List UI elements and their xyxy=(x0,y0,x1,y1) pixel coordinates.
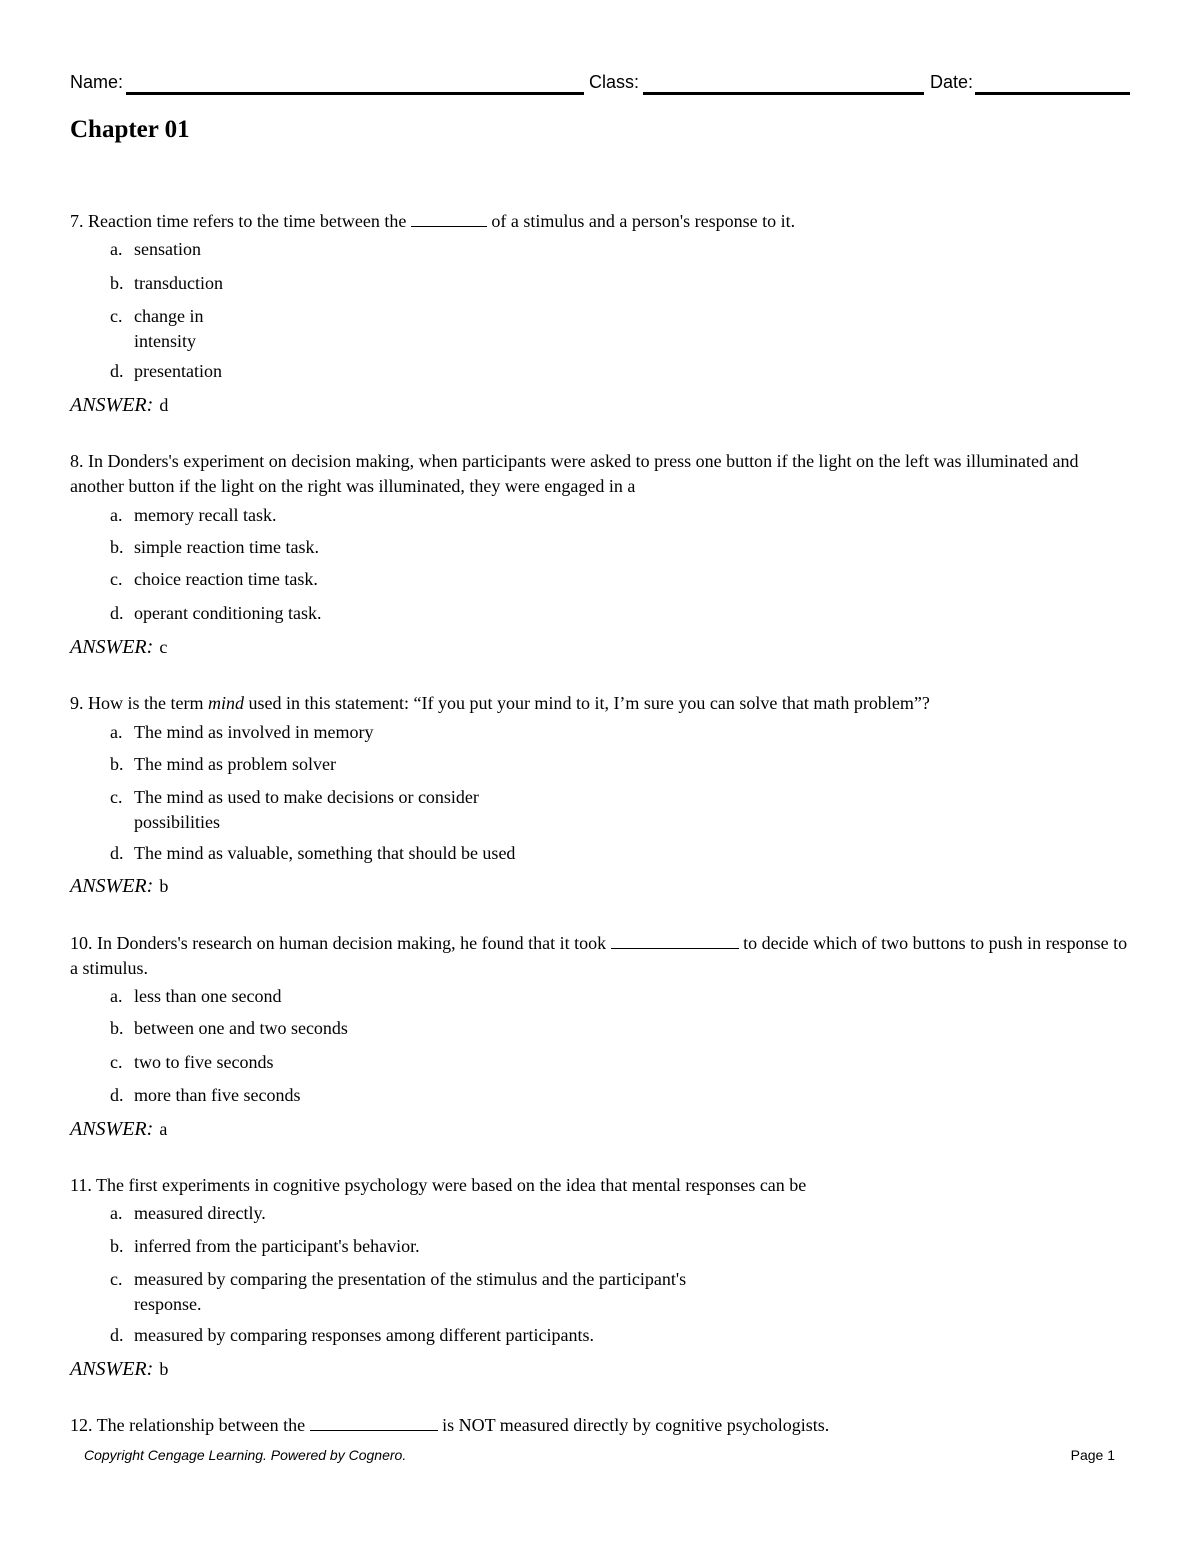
option-text-line: possibilities xyxy=(134,812,221,832)
answer-line xyxy=(70,635,167,660)
option-text: more than five seconds xyxy=(134,1085,301,1105)
answer-value: b xyxy=(159,1359,169,1379)
option-letter: b. xyxy=(110,273,124,293)
option-text-line: change in xyxy=(134,306,204,326)
option-text xyxy=(134,1267,686,1317)
answer-value: b xyxy=(159,876,169,896)
option-c[interactable] xyxy=(110,304,203,354)
date-field-line[interactable] xyxy=(975,92,1130,95)
question-text: of a stimulus and a person's response to it. xyxy=(491,211,796,231)
question-text: 7. Reaction time refers to the time between the xyxy=(70,211,407,231)
question-text: is NOT measured directly by cognitive psychologists. xyxy=(442,1415,830,1435)
option-text: measured directly. xyxy=(134,1203,266,1223)
question-stem xyxy=(70,209,1130,234)
option-letter: d. xyxy=(110,361,124,381)
answer-value: d xyxy=(159,395,169,415)
option-letter: a. xyxy=(110,986,123,1006)
copyright-footer: Copyright Cengage Learning. Powered by Cognero. xyxy=(84,1447,407,1463)
option-text: inferred from the participant's behavior. xyxy=(134,1236,420,1256)
question-stem xyxy=(70,691,1130,716)
option-text-line: intensity xyxy=(134,331,196,351)
option-letter: c. xyxy=(110,306,123,326)
question-text: 12. The relationship between the xyxy=(70,1415,306,1435)
option-d[interactable] xyxy=(110,1323,594,1348)
option-text-line: The mind as used to make decisions or consider xyxy=(134,787,479,807)
answer-label: ANSWER: xyxy=(70,636,154,658)
question-stem xyxy=(70,931,1130,981)
option-text: measured by comparing responses among different participants. xyxy=(134,1325,595,1345)
answer-value: c xyxy=(159,637,168,657)
question-text: used in this statement: “If you put your mind to it, I’m sure you can solve that math problem”? xyxy=(248,693,930,713)
option-text: sensation xyxy=(134,239,201,259)
option-a[interactable] xyxy=(110,984,281,1009)
option-letter: a. xyxy=(110,505,123,525)
chapter-title: Chapter 01 xyxy=(70,116,190,143)
question-stem xyxy=(70,1413,1130,1438)
option-c[interactable] xyxy=(110,1267,686,1317)
answer-line xyxy=(70,1117,167,1142)
class-field-line[interactable] xyxy=(643,92,924,95)
option-letter: c. xyxy=(110,1052,123,1072)
question-text: 9. How is the term xyxy=(70,693,204,713)
option-letter: c. xyxy=(110,1269,123,1289)
question-text: to decide which of two buttons to push in response to a stimulus. xyxy=(70,933,1128,978)
option-b[interactable] xyxy=(110,1234,420,1259)
option-text-line: measured by comparing the presentation of the stimulus and the participant's xyxy=(134,1269,687,1289)
option-b[interactable] xyxy=(110,271,223,296)
option-b[interactable] xyxy=(110,1016,348,1041)
option-b[interactable] xyxy=(110,535,319,560)
option-text xyxy=(134,304,203,354)
answer-line xyxy=(70,393,168,418)
option-text: less than one second xyxy=(134,986,282,1006)
option-letter: a. xyxy=(110,239,123,259)
option-letter: b. xyxy=(110,537,124,557)
option-letter: b. xyxy=(110,1236,124,1256)
option-text: The mind as involved in memory xyxy=(134,722,374,742)
name-label: Name: xyxy=(70,72,124,92)
option-letter: a. xyxy=(110,1203,123,1223)
class-label: Class: xyxy=(589,72,640,92)
option-c[interactable] xyxy=(110,785,479,835)
option-c[interactable] xyxy=(110,567,318,592)
option-text: operant conditioning task. xyxy=(134,603,322,623)
option-a[interactable] xyxy=(110,237,201,262)
answer-label: ANSWER: xyxy=(70,1118,154,1140)
option-text: between one and two seconds xyxy=(134,1018,348,1038)
option-letter: d. xyxy=(110,843,124,863)
option-letter: d. xyxy=(110,1325,124,1345)
date-label: Date: xyxy=(930,72,974,92)
option-b[interactable] xyxy=(110,752,336,777)
option-text: choice reaction time task. xyxy=(134,569,318,589)
option-text: memory recall task. xyxy=(134,505,277,525)
question-stem: 8. In Donders's experiment on decision making, when participants were asked to press one button if the light on the left was illuminated and another button if the light on the right was illuminated, they were engaged in a xyxy=(70,451,1079,496)
option-text xyxy=(134,785,479,835)
option-text: transduction xyxy=(134,273,223,293)
emphasized-term: mind xyxy=(207,693,244,713)
answer-line xyxy=(70,1357,168,1382)
option-text: presentation xyxy=(134,361,222,381)
option-a[interactable] xyxy=(110,1201,266,1226)
option-letter: d. xyxy=(110,603,124,623)
option-text: The mind as problem solver xyxy=(134,754,336,774)
fill-blank xyxy=(411,210,487,227)
option-letter: b. xyxy=(110,1018,124,1038)
option-c[interactable] xyxy=(110,1050,273,1075)
option-letter: c. xyxy=(110,787,123,807)
answer-line xyxy=(70,874,168,899)
page-number: Page 1 xyxy=(1070,1447,1115,1463)
option-letter: c. xyxy=(110,569,123,589)
question-text: 10. In Donders's research on human decision making, he found that it took xyxy=(70,933,607,953)
answer-label: ANSWER: xyxy=(70,875,154,897)
answer-label: ANSWER: xyxy=(70,1358,154,1380)
option-d[interactable] xyxy=(110,359,222,384)
option-text: two to five seconds xyxy=(134,1052,274,1072)
fill-blank xyxy=(310,1414,438,1431)
option-d[interactable] xyxy=(110,1083,300,1108)
option-letter: b. xyxy=(110,754,124,774)
option-text-line: response. xyxy=(134,1294,202,1314)
answer-value: a xyxy=(159,1119,168,1139)
fill-blank xyxy=(611,932,739,949)
option-text: The mind as valuable, something that should be used xyxy=(134,843,516,863)
option-text: simple reaction time task. xyxy=(134,537,319,557)
option-d[interactable] xyxy=(110,601,321,626)
option-letter: a. xyxy=(110,722,123,742)
option-letter: d. xyxy=(110,1085,124,1105)
name-field-line[interactable] xyxy=(126,92,584,95)
option-d[interactable] xyxy=(110,841,515,866)
question-stem: 11. The first experiments in cognitive psychology were based on the idea that mental responses can be xyxy=(70,1175,807,1195)
option-a[interactable] xyxy=(110,720,373,745)
option-a[interactable] xyxy=(110,503,276,528)
answer-label: ANSWER: xyxy=(70,394,154,416)
